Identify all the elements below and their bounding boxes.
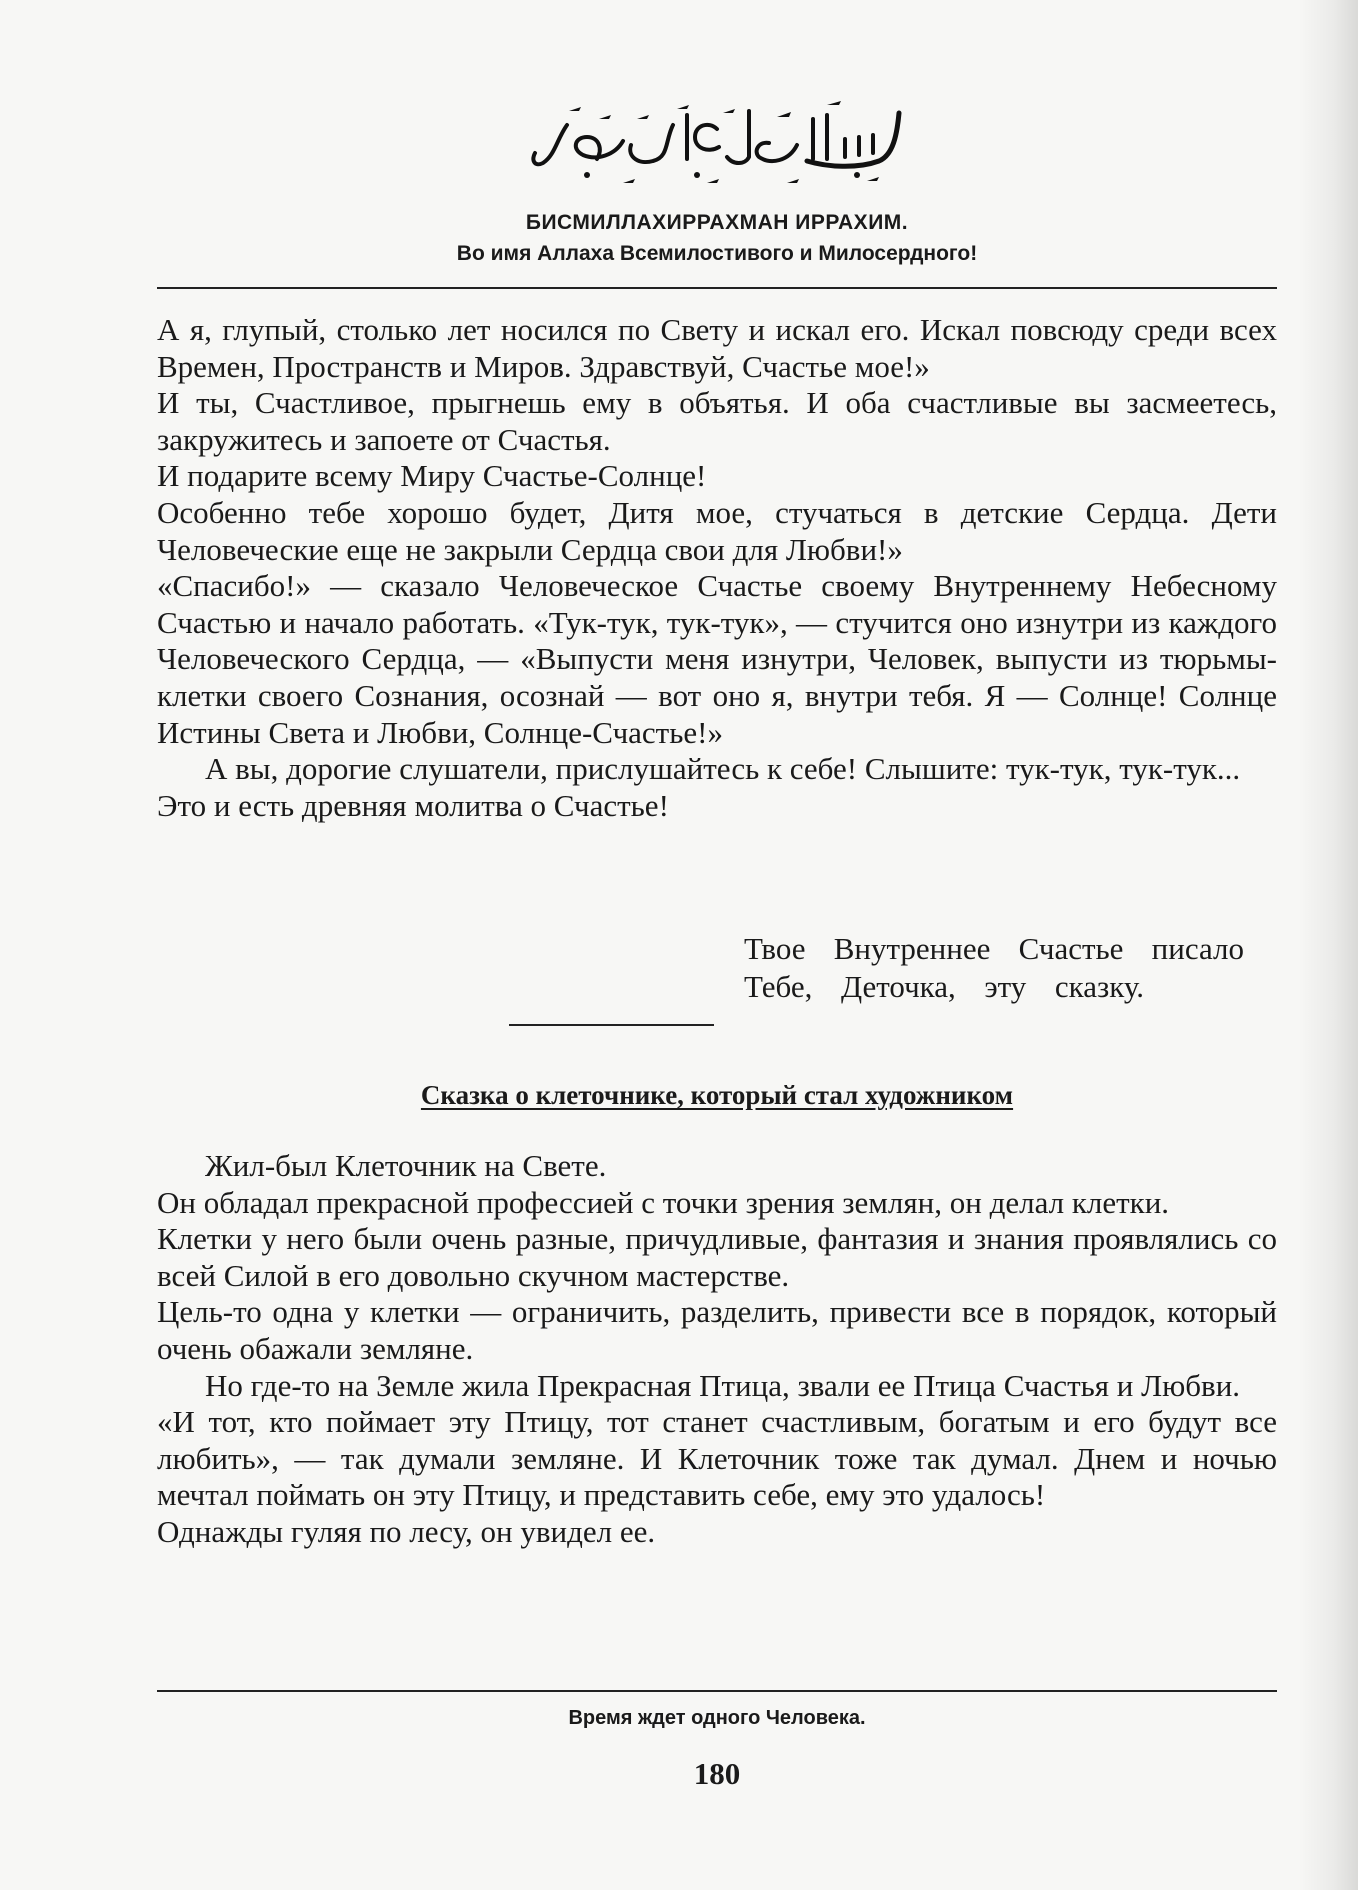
section-divider [509, 1024, 714, 1026]
footer-divider [157, 1690, 1277, 1692]
signature [744, 930, 1264, 1006]
passage-1 [157, 312, 1277, 824]
paragraph: И подарите всему Миру Счастье-Солнце! [157, 458, 707, 494]
header-translation: Во имя Аллаха Всемилостивого и Милосердного! [456, 242, 978, 265]
paragraph: Цель-то одна у клетки — ограничить, разделить, привести все в порядок, который очень обажали земляне. [157, 1294, 1277, 1366]
paragraph: Особенно тебе хорошо будет, Дитя мое, стучаться в детские Сердца. Дети Человеческие еще не закрыли Сердца свои для Любви!» [157, 494, 1277, 567]
paragraph: Он обладал прекрасной профессией с точки зрения землян, он делал клетки. [157, 1184, 1170, 1220]
page-number: 180 [693, 1756, 741, 1791]
book-page [157, 0, 1277, 1890]
book-spine-shadow [1298, 0, 1358, 1890]
paragraph: «И тот, кто поймает эту Птицу, тот станет счастливым, богатым и его будут все любить», — так думали земляне. И Клеточник тоже так думал. Днем и ночью мечтал поймать он эту Птицу, и представить себе, ему это удалось! [157, 1404, 1277, 1513]
footer-motto: Время ждет одного Человека. [568, 1707, 866, 1729]
paragraph: Но где-то на Земле жила Прекрасная Птица, звали ее Птица Счастья и Любви. [205, 1367, 1241, 1403]
paragraph: Клетки у него были очень разные, причудливые, фантазия и знания проявлялись со всей Силой в его довольно скучном мастерстве. [157, 1221, 1277, 1293]
paragraph: И ты, Счастливое, прыгнешь ему в объятья. И оба счастливые вы засмеетесь, закружитесь и запоете от Счастья. [157, 385, 1277, 457]
story-title: Сказка о клеточнике, который стал художником [420, 1080, 1014, 1110]
signature-line-1: Твое Внутреннее Счастье писало [744, 931, 1244, 966]
passage-2 [157, 1148, 1277, 1551]
paragraph: Однажды гуляя по лесу, он увидел ее. [157, 1513, 656, 1549]
paragraph: А вы, дорогие слушатели, прислушайтесь к себе! Слышите: тук-тук, тук-тук... [205, 751, 1241, 787]
bismillah-calligraphy [527, 95, 917, 195]
paragraph: А я, глупый, столько лет носился по Свету и искал его. Искал повсюду среди всех Времен, Пространств и Миров. Здравствуй, Счастье мое!» [157, 312, 1277, 384]
header-transliteration: БИСМИЛЛАХИРРАХМАН ИРРАХИМ. [525, 211, 909, 234]
paragraph: Это и есть древняя молитва о Счастье! [157, 787, 669, 823]
header-divider [157, 287, 1277, 289]
paragraph: Жил-был Клеточник на Свете. [205, 1148, 607, 1183]
paragraph: «Спасибо!» — сказало Человеческое Счастье своему Внутреннему Небесному Счастью и начало работать. «Тук-тук, тук-тук», — стучится оно изнутри из каждого Человеческого Сердца, — «Выпусти меня изнутри, Человек, выпусти из тюрьмы-клетки своего Сознания, осознай — вот оно я, внутри тебя. Я — Солнце! Солнце Истины Света и Любви, Солнце-Счастье!» [157, 568, 1277, 750]
signature-line-2: Тебе, Деточка, эту сказку. [744, 969, 1144, 1004]
